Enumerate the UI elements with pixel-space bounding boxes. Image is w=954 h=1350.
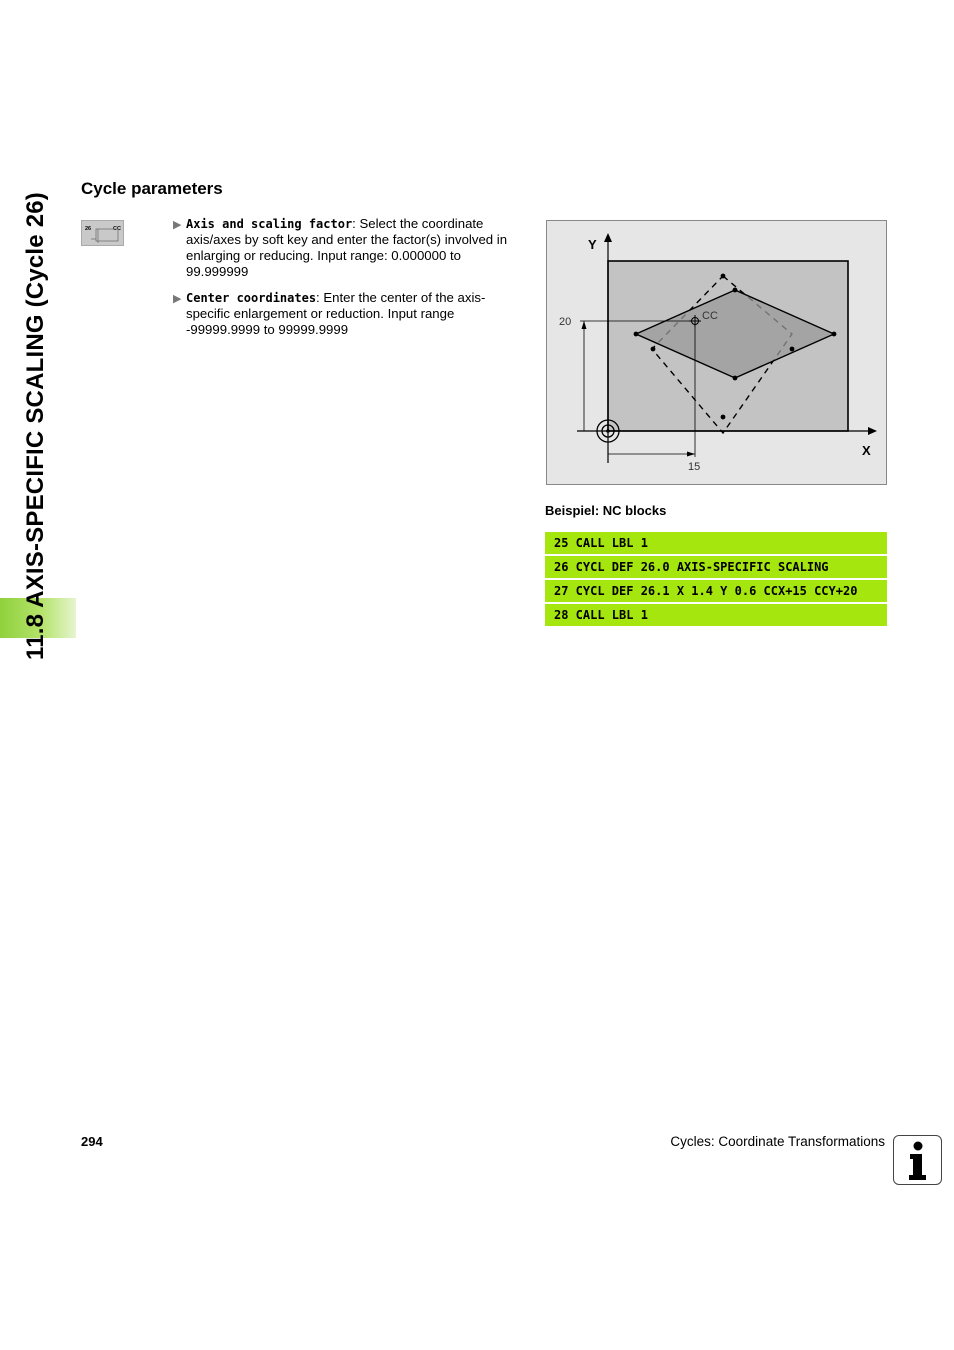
nc-block-row: 27 CYCL DEF 26.1 X 1.4 Y 0.6 CCX+15 CCY+20 bbox=[545, 580, 887, 602]
center-label: CC bbox=[702, 310, 718, 322]
y-dimension-arrow-icon bbox=[582, 321, 587, 329]
x-dimension-arrow-icon bbox=[687, 452, 695, 457]
parameter-item bbox=[173, 216, 525, 280]
x-axis-label: X bbox=[862, 443, 871, 458]
nc-block-row: 25 CALL LBL 1 bbox=[545, 532, 887, 554]
y-axis-label: Y bbox=[588, 237, 597, 252]
chapter-title: 11.8 AXIS-SPECIFIC SCALING (Cycle 26) bbox=[22, 192, 49, 660]
bullet-arrow-icon: ▶ bbox=[173, 293, 182, 305]
y-dimension-label: 20 bbox=[559, 316, 572, 328]
parameter-keyword: Axis and scaling factor bbox=[186, 217, 353, 231]
x-dimension-label: 15 bbox=[688, 461, 701, 473]
parameter-description: : Enter the center of the axis-specific enlargement or reduction. Input range -99999.9999 to 99999.9999 bbox=[186, 290, 486, 337]
parameter-description: : Select the coordinate axis/axes by soft key and enter the factor(s) involved in enlarging or reducing. Input range: 0.000000 to 99.999999 bbox=[186, 216, 508, 279]
section-heading: Cycle parameters bbox=[81, 179, 223, 198]
softkey-right-label: CC bbox=[113, 226, 121, 232]
x-axis-arrow-icon bbox=[868, 427, 877, 435]
nc-block-row: 26 CYCL DEF 26.0 AXIS-SPECIFIC SCALING bbox=[545, 556, 887, 578]
bullet-arrow-icon: ▶ bbox=[173, 219, 182, 231]
nc-block-row: 28 CALL LBL 1 bbox=[545, 604, 887, 626]
example-label: Beispiel: NC blocks bbox=[545, 503, 667, 518]
softkey-icon bbox=[81, 220, 124, 246]
info-icon bbox=[893, 1135, 942, 1185]
parameter-list bbox=[173, 216, 525, 348]
page-number: 294 bbox=[81, 1134, 103, 1149]
parameter-keyword: Center coordinates bbox=[186, 291, 317, 305]
scaling-diagram bbox=[546, 220, 887, 485]
parameter-item bbox=[173, 290, 525, 338]
footer-title: Cycles: Coordinate Transformations bbox=[670, 1134, 885, 1149]
softkey-left-label: 26 bbox=[85, 226, 92, 232]
y-axis-arrow-icon bbox=[604, 233, 612, 242]
